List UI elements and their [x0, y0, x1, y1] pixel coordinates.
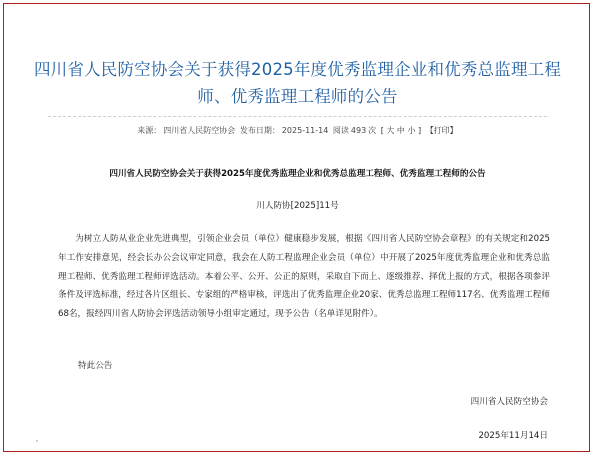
source-label: 来源： — [137, 126, 162, 135]
issue-date: 2025年11月14日 — [478, 431, 548, 441]
closing-text: 特此公告 — [78, 361, 113, 371]
title-divider — [48, 116, 547, 117]
article-title — [30, 56, 565, 110]
issuing-organization: 四川省人民防空协会 — [470, 397, 548, 407]
font-size-switcher[interactable]: [ 大 中 小 ] — [380, 126, 422, 135]
source-value: 四川省人民防空协会 — [163, 126, 236, 135]
article-meta — [0, 125, 595, 136]
published-date: 2025-11-14 — [281, 126, 329, 135]
print-button[interactable]: 【打印】 — [425, 126, 458, 135]
views-label: 阅读 — [332, 126, 349, 135]
views-count: 493 — [350, 126, 367, 135]
document-number: 川人防协[2025]11号 — [256, 201, 339, 211]
article-title-line-2: 师、优秀监理工程师的公告 — [197, 87, 398, 106]
document-heading: 四川省人民防空协会关于获得2025年度优秀监理企业和优秀总监理工程师、优秀监理工程师的公告 — [109, 169, 486, 179]
article-title-line-1: 四川省人民防空协会关于获得2025年度优秀监理企业和优秀总监理工程 — [33, 60, 562, 79]
published-label: 发布日期： — [239, 126, 280, 135]
views-unit: 次 — [368, 126, 377, 135]
announcement-body: 为树立人防从业企业先进典型，引领企业会员（单位）健康稳步发展，根据《四川省人民防空协会章程》的有关规定和2025年工作安排意见，经会长办公会议审定同意，我会在人防工程监理企业会员（单位）中开展了2025年度优秀监理企业和优秀总监理工程师、优秀监理工程师评选活动。本着公平、公开、公正的原则，采取自下而上、逐级推荐、择优上报的方式，根据各项参评条件及评选标准，经过各片区组长、专家组的严格审核，评选出了优秀监理企业20家、优秀总监理工程师117名、优秀监理工程师68名，报经四川省人防协会评选活动领导小组审定通过，现予公告（名单详见附件）。 — [58, 234, 550, 320]
decorative-dot — [36, 440, 38, 442]
